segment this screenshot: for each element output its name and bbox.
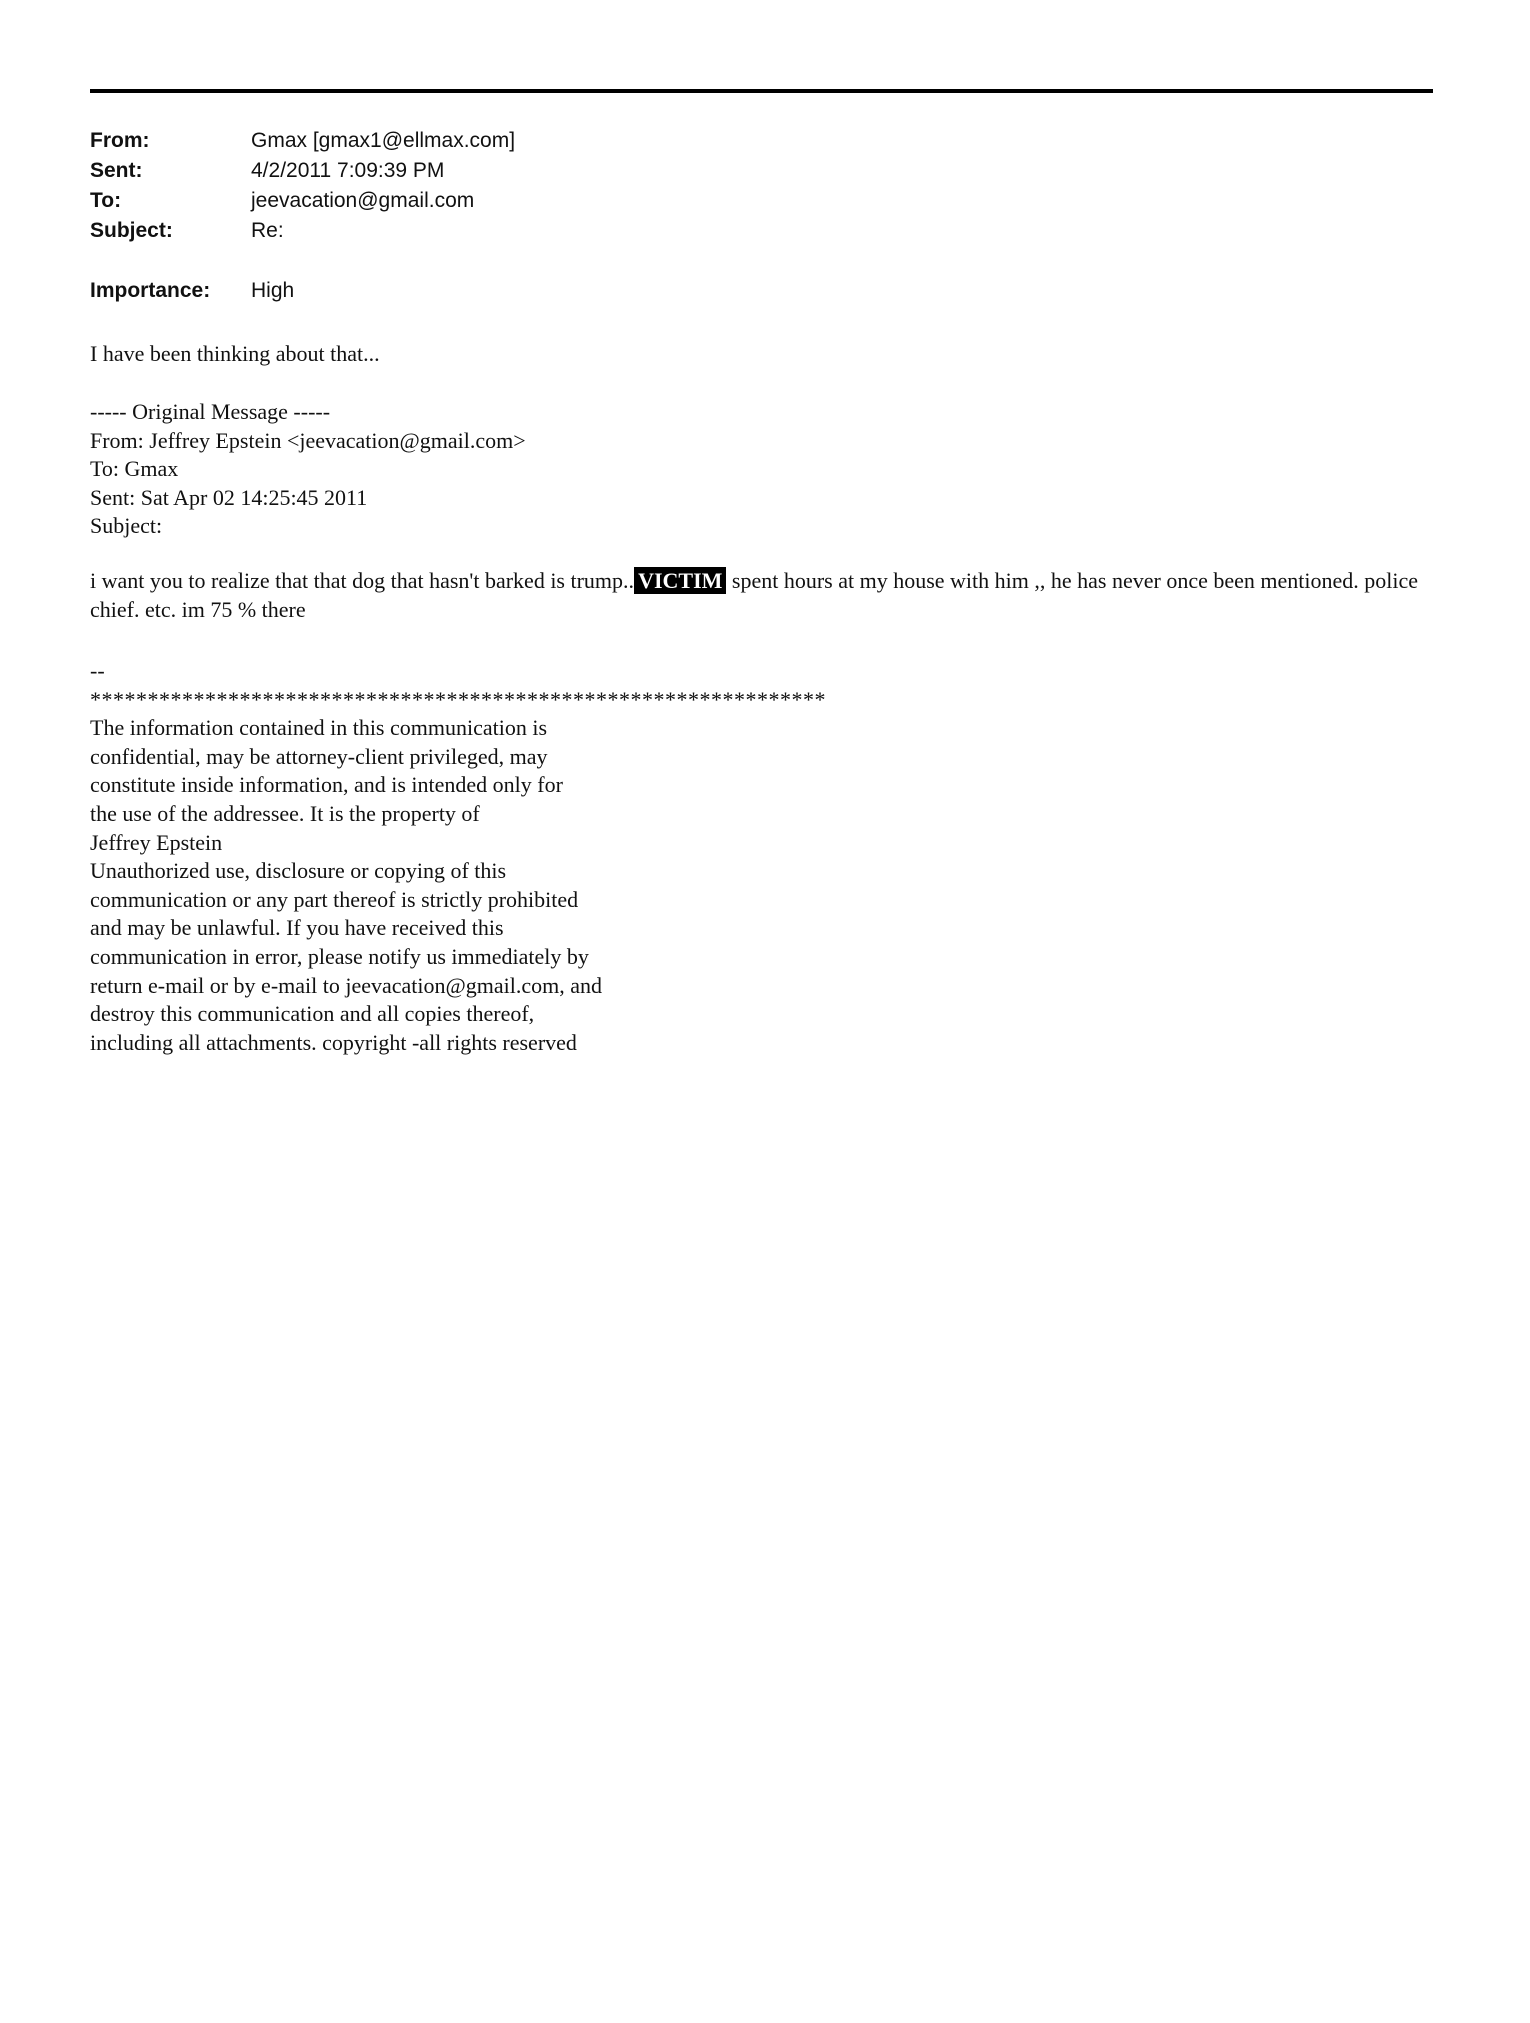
disclaimer-line: including all attachments. copyright -all rights reserved: [90, 1029, 577, 1055]
disclaimer-line: constitute inside information, and is intended only for: [90, 772, 563, 798]
sent-value: 4/2/2011 7:09:39 PM: [251, 159, 445, 182]
original-from: From: Jeffrey Epstein <jeevacation@gmail.com>: [90, 427, 526, 453]
email-header: [90, 126, 515, 306]
to-row: [90, 186, 515, 216]
disclaimer-line: Unauthorized use, disclosure or copying of this: [90, 858, 507, 884]
asterisk-divider: ****************************************************************: [90, 686, 826, 712]
disclaimer-line: Jeffrey Epstein: [90, 829, 223, 855]
reply-text: I have been thinking about that...: [90, 341, 380, 366]
subject-label: Subject:: [90, 219, 173, 242]
disclaimer-line: communication in error, please notify us immediately by: [90, 943, 589, 969]
to-label: To:: [90, 189, 122, 212]
disclaimer-line: destroy this communication and all copies thereof,: [90, 1001, 535, 1027]
disclaimer-line: communication or any part thereof is strictly prohibited: [90, 886, 579, 912]
disclaimer-line: the use of the addressee. It is the property of: [90, 800, 480, 826]
from-row: [90, 126, 515, 156]
subject-value: Re:: [251, 219, 284, 242]
message-body: [90, 567, 1450, 624]
from-label: From:: [90, 129, 150, 152]
redaction-box: VICTIM: [634, 567, 726, 594]
disclaimer-line: confidential, may be attorney-client privileged, may: [90, 743, 548, 769]
original-subject: Subject:: [90, 513, 163, 539]
importance-value: High: [251, 279, 295, 302]
top-divider-rule: [90, 89, 1433, 93]
disclaimer-line: The information contained in this communication is: [90, 715, 548, 741]
sent-row: [90, 156, 515, 186]
original-message-header: [90, 398, 526, 541]
confidentiality-footer: [90, 657, 826, 1057]
original-divider: ----- Original Message -----: [90, 399, 331, 424]
disclaimer-line: and may be unlawful. If you have received this: [90, 915, 504, 941]
original-sent: Sent: Sat Apr 02 14:25:45 2011: [90, 484, 368, 510]
header-spacer: [90, 246, 515, 276]
message-text-before: i want you to realize that that dog that hasn't barked is trump..: [90, 568, 635, 593]
signature-dashes: --: [90, 658, 105, 683]
importance-label: Importance:: [90, 279, 211, 302]
disclaimer-line: return e-mail or by e-mail to jeevacation@gmail.com, and: [90, 972, 603, 998]
to-value: jeevacation@gmail.com: [251, 189, 475, 212]
original-to: To: Gmax: [90, 456, 179, 482]
sent-label: Sent:: [90, 159, 143, 182]
message-text-after: spent hours at my house with him ,, he has never once been mentioned. police chief. etc. im 75 % there: [90, 568, 1419, 622]
importance-row: [90, 276, 515, 306]
from-value: Gmax [gmax1@ellmax.com]: [251, 129, 516, 152]
subject-row: [90, 216, 515, 246]
